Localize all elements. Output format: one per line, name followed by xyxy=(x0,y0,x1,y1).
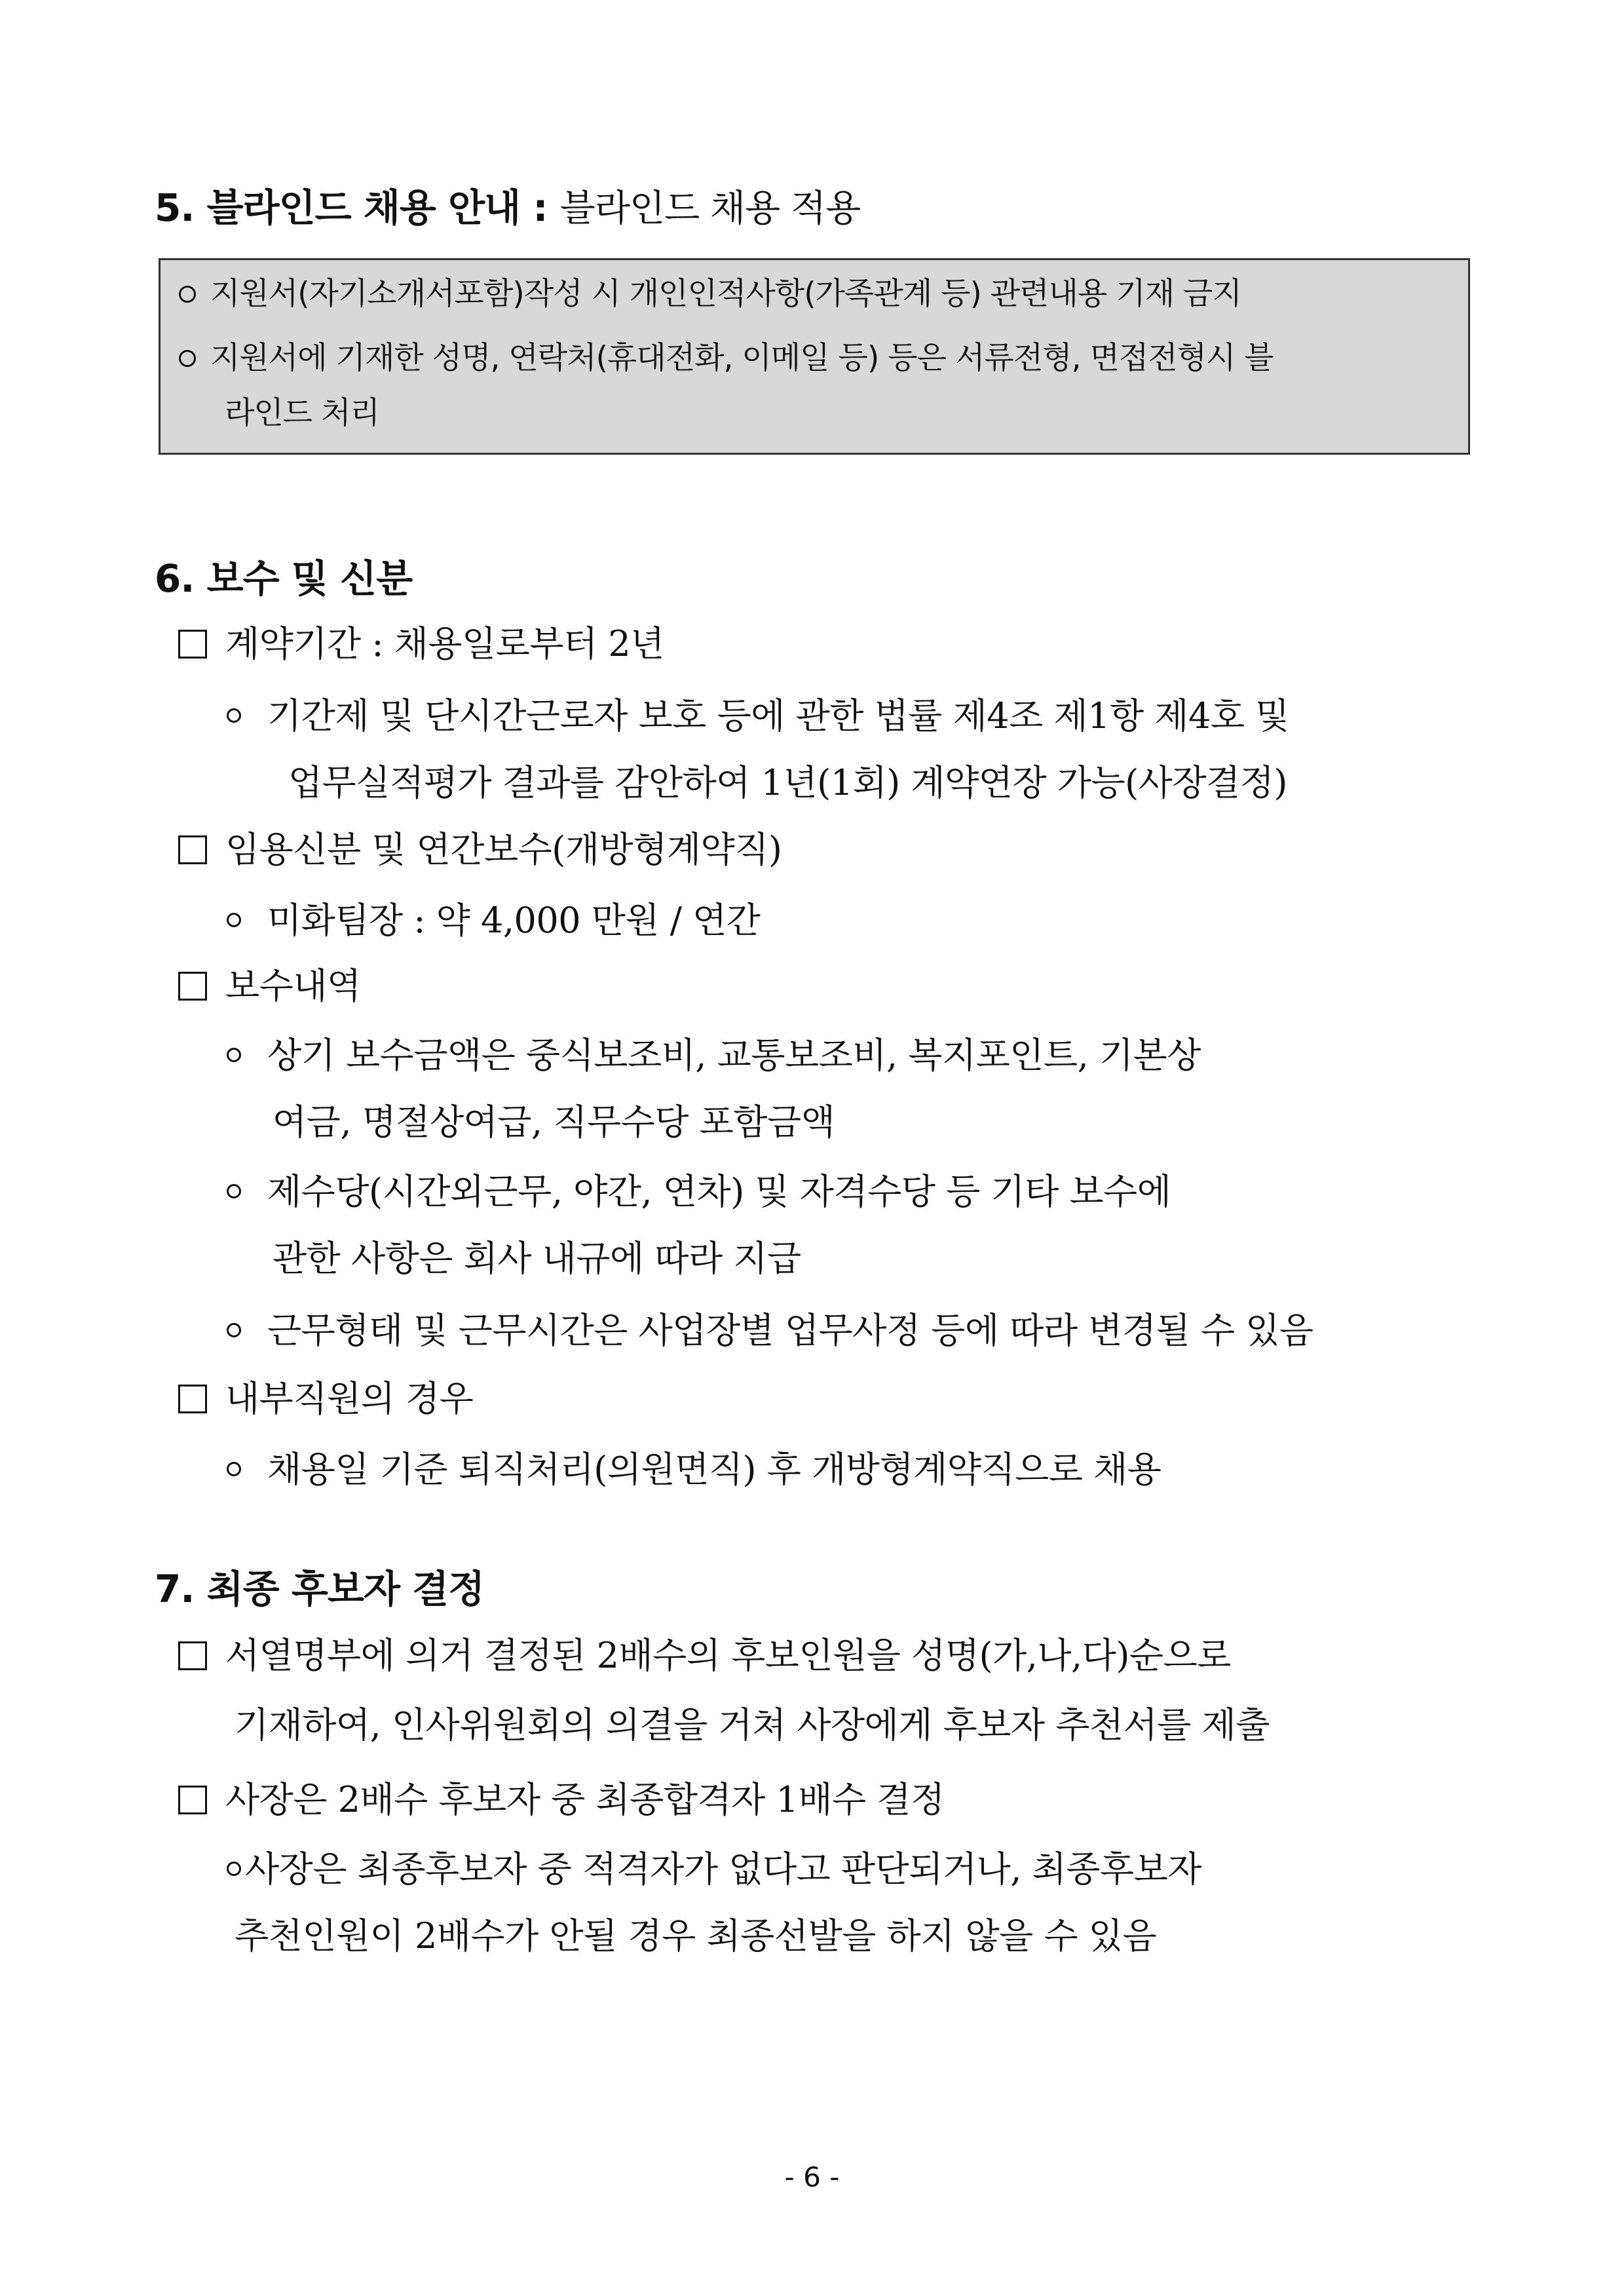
contract-period-text: 계약기간 : 채용일로부터 2년 xyxy=(225,623,664,664)
notice-text-3: 라인드 처리 xyxy=(225,395,379,431)
square-bullet-icon xyxy=(178,835,207,864)
notice-line-2 xyxy=(179,339,1274,378)
contract-note-line-1 xyxy=(227,693,1289,739)
status-detail-line xyxy=(227,898,760,944)
candidate-item-1 xyxy=(178,1633,1231,1679)
candidate-item-2 xyxy=(178,1777,945,1823)
pay-note1-line-1 xyxy=(227,1033,1201,1079)
section5-heading xyxy=(155,185,860,232)
pay-note1-text-1: 상기 보수금액은 중식보조비, 교통보조비, 복지포인트, 기본상 xyxy=(267,1035,1201,1076)
circle-bullet-icon xyxy=(227,708,241,723)
status-item xyxy=(178,827,782,873)
square-bullet-icon xyxy=(178,630,207,659)
candidate-item-1-text: 서열명부에 의거 결정된 2배수의 후보인원을 성명(가,나,다)순으로 xyxy=(225,1635,1231,1676)
circle-bullet-icon xyxy=(227,913,241,927)
circle-bullet-icon xyxy=(179,286,196,303)
circle-bullet-icon xyxy=(227,1462,241,1476)
contract-note-line-2: 업무실적평가 결과를 감안하여 1년(1회) 계약연장 가능(사장결정) xyxy=(288,762,1287,803)
circle-bullet-icon xyxy=(179,350,196,367)
pay-title-text: 보수내역 xyxy=(225,965,361,1006)
internal-item xyxy=(178,1376,473,1422)
circle-bullet-icon xyxy=(227,1862,241,1876)
candidate-note-text-1: 사장은 최종후보자 중 적격자가 없다고 판단되거나, 최종후보자 xyxy=(245,1848,1201,1890)
pay-note1-line-2: 여금, 명절상여급, 직무수당 포함금액 xyxy=(273,1101,835,1143)
status-detail-text: 미화팀장 : 약 4,000 만원 / 연간 xyxy=(267,900,761,941)
square-bullet-icon xyxy=(178,1786,207,1814)
circle-bullet-icon xyxy=(227,1048,241,1062)
internal-detail-line xyxy=(227,1447,1161,1493)
candidate-item-1-line-2: 기재하여, 인사위원회의 의결을 거쳐 사장에게 후보자 추천서를 제출 xyxy=(235,1704,1270,1746)
notice-line-1 xyxy=(179,275,1241,314)
pay-item xyxy=(178,963,361,1009)
square-bullet-icon xyxy=(178,1385,207,1413)
circle-bullet-icon xyxy=(227,1184,241,1198)
pay-note2-line-2: 관한 사항은 회사 내규에 따라 지급 xyxy=(273,1238,801,1279)
candidate-item-2-text: 사장은 2배수 후보자 중 최종합격자 1배수 결정 xyxy=(225,1779,945,1820)
pay-note2-line-1 xyxy=(227,1169,1171,1215)
section5-colon: : xyxy=(520,185,560,230)
notice-text-1: 지원서(자기소개서포함)작성 시 개인인적사항(가족관계 등) 관련내용 기재 금지 xyxy=(210,276,1241,312)
section5-title: 5. 블라인드 채용 안내 xyxy=(155,185,521,230)
pay-note3-line xyxy=(227,1308,1313,1354)
square-bullet-icon xyxy=(178,1641,207,1670)
candidate-note-line-1 xyxy=(227,1846,1201,1892)
section7-heading: 7. 최종 후보자 결정 xyxy=(155,1567,485,1611)
pay-note3-text: 근무형태 및 근무시간은 사업장별 업무사정 등에 따라 변경될 수 있음 xyxy=(267,1310,1313,1351)
notice-text-2: 지원서에 기재한 성명, 연락처(휴대전화, 이메일 등) 등은 서류전형, 면접전형시 블 xyxy=(210,340,1274,376)
page-number: - 6 - xyxy=(784,2161,840,2193)
contract-period-item xyxy=(178,621,664,667)
notice-line-3 xyxy=(225,394,379,433)
square-bullet-icon xyxy=(178,972,207,1001)
section6-heading: 6. 보수 및 신분 xyxy=(155,556,413,601)
internal-detail-text: 채용일 기준 퇴직처리(의원면직) 후 개방형계약직으로 채용 xyxy=(267,1449,1161,1490)
blind-hiring-notice-box xyxy=(159,258,1470,455)
candidate-note-line-2: 추천인원이 2배수가 안될 경우 최종선발을 하지 않을 수 있음 xyxy=(235,1915,1157,1957)
internal-title-text: 내부직원의 경우 xyxy=(225,1378,474,1419)
status-title-text: 임용신분 및 연간보수(개방형계약직) xyxy=(225,829,782,870)
contract-note-text-1: 기간제 및 단시간근로자 보호 등에 관한 법률 제4조 제1항 제4호 및 xyxy=(267,695,1289,737)
circle-bullet-icon xyxy=(227,1323,241,1337)
section5-subtitle: 블라인드 채용 적용 xyxy=(559,187,861,230)
pay-note2-text-1: 제수당(시간외근무, 야간, 연차) 및 자격수당 등 기타 보수에 xyxy=(267,1171,1171,1212)
